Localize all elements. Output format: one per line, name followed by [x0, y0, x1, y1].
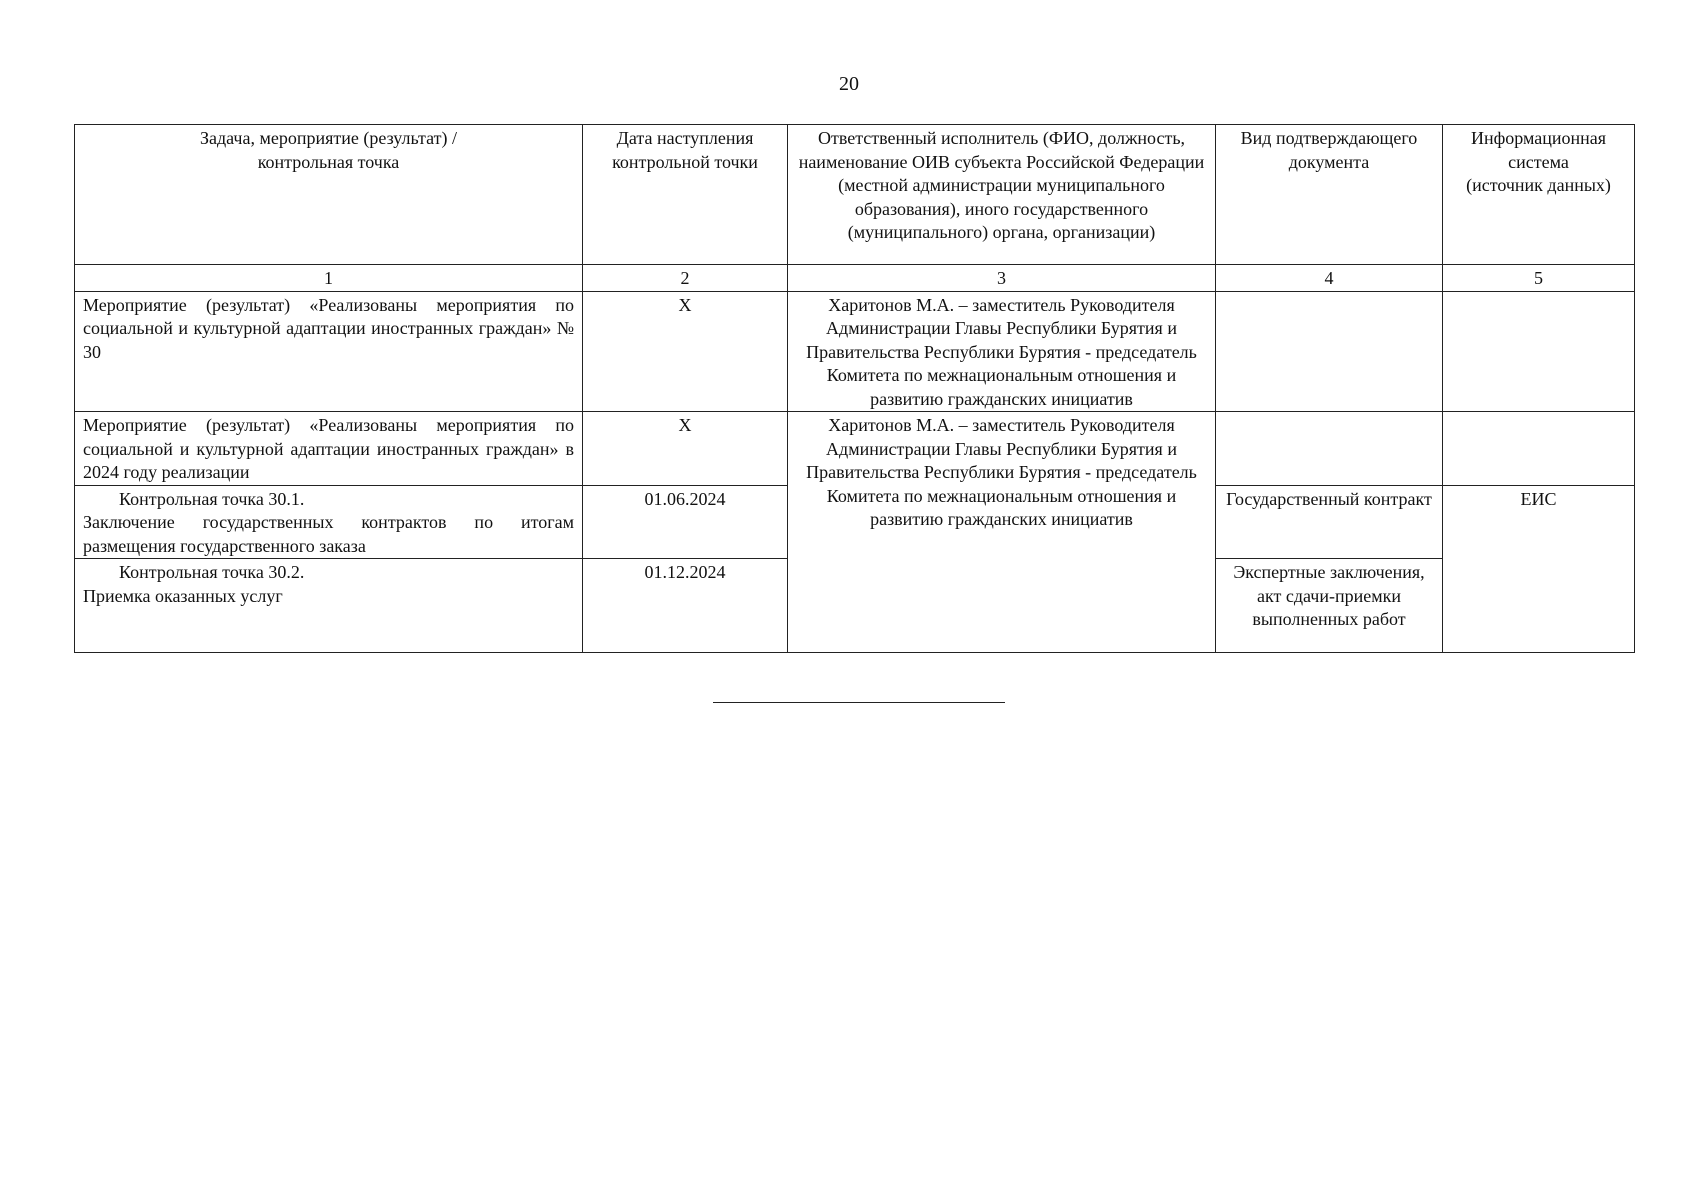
date-cell: Х	[583, 291, 788, 412]
page-number: 20	[839, 73, 859, 95]
responsible-cell: Харитонов М.А. – заместитель Руководителя Администрации Главы Республики Бурятия и Правительства Республики Бурятия - председатель Комитета по межнациональным отношения и развитию гражданских инициатив	[788, 412, 1216, 653]
table-header-row	[75, 125, 1635, 265]
document-cell	[1216, 412, 1443, 486]
header-system-line2: система	[1508, 151, 1569, 172]
column-number: 5	[1443, 265, 1635, 292]
table-row	[75, 412, 1635, 486]
control-point-title: Контрольная точка 30.2.	[119, 562, 305, 582]
date-cell: 01.12.2024	[583, 559, 788, 653]
column-number: 4	[1216, 265, 1443, 292]
control-point-title: Контрольная точка 30.1.	[119, 488, 305, 509]
separator-line	[713, 702, 1005, 703]
date-cell: Х	[583, 412, 788, 486]
task-cell: Мероприятие (результат) «Реализованы мероприятия по социальной и культурной адаптации иностранных граждан» в 2024 году реализации	[75, 412, 583, 486]
date-cell: 01.06.2024	[583, 485, 788, 559]
control-point-text: Заключение государственных контрактов по итогам размещения государственного заказа	[83, 512, 574, 556]
document-cell: Государственный контракт	[1216, 485, 1443, 559]
responsible-cell: Харитонов М.А. – заместитель Руководителя Администрации Главы Республики Бурятия и Правительства Республики Бурятия - председатель Комитета по межнациональным отношения и развитию гражданских инициатив	[788, 291, 1216, 412]
system-cell	[1443, 412, 1635, 486]
header-task-line2: контрольная точка	[257, 151, 400, 172]
header-system	[1443, 125, 1635, 265]
header-date-line1: Дата наступления	[616, 128, 754, 148]
control-points-table	[74, 124, 1635, 653]
header-system-line1: Информационная	[1470, 128, 1607, 148]
table-row	[75, 291, 1635, 412]
header-task	[75, 125, 583, 265]
header-system-line3: (источник данных)	[1466, 175, 1611, 195]
task-cell: Мероприятие (результат) «Реализованы мероприятия по социальной и культурной адаптации иностранных граждан» № 30	[75, 291, 583, 412]
column-number: 1	[75, 265, 583, 292]
header-date-line2: контрольной точки	[612, 151, 758, 172]
document-line2: акт сдачи-приемки выполненных работ	[1252, 585, 1406, 629]
system-cell	[1443, 291, 1635, 412]
header-document-line2: документа	[1288, 151, 1370, 172]
header-document-line1: Вид подтверждающего	[1240, 128, 1418, 148]
header-document	[1216, 125, 1443, 265]
header-responsible-text: Ответственный исполнитель (ФИО, должность, наименование ОИВ субъекта Российской Федерации (местной администрации муниципального образования), иного государственного (муниципального) органа, организации)	[798, 128, 1205, 242]
document-line1: Экспертные заключения,	[1233, 562, 1425, 582]
document-cell	[1216, 291, 1443, 412]
header-responsible	[788, 125, 1216, 265]
header-task-line1: Задача, мероприятие (результат) /	[199, 128, 457, 148]
document-cell	[1216, 559, 1443, 653]
column-number-row	[75, 265, 1635, 292]
header-date	[583, 125, 788, 265]
control-point-text: Приемка оказанных услуг	[83, 585, 283, 606]
column-number: 2	[583, 265, 788, 292]
column-number: 3	[788, 265, 1216, 292]
task-cell	[75, 485, 583, 559]
system-cell: ЕИС	[1443, 485, 1635, 653]
task-cell	[75, 559, 583, 653]
